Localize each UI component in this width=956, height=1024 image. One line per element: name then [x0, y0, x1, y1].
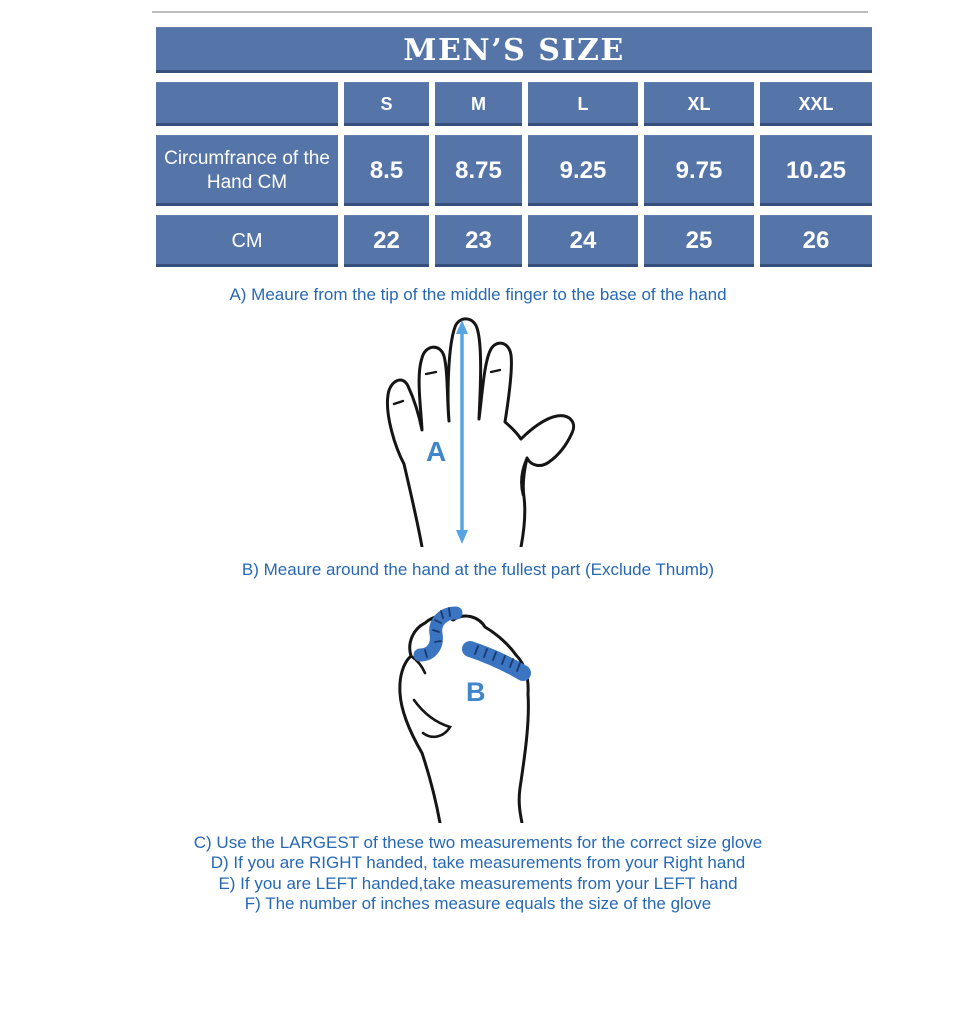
top-divider-line: [152, 11, 868, 13]
size-header-m: M: [435, 82, 522, 126]
cm-value-xxl: 26: [760, 215, 872, 267]
circumference-value-xl: 9.75: [644, 135, 754, 206]
label-a: A: [426, 436, 447, 467]
instruction-e: E) If you are LEFT handed,take measurements from your LEFT hand: [218, 873, 738, 893]
row-label-cm: CM: [156, 215, 338, 267]
cm-value-xl: 25: [644, 215, 754, 267]
table-corner-blank: [156, 82, 338, 126]
fist-illustration: [394, 601, 544, 823]
circumference-value-l: 9.25: [528, 135, 638, 206]
instruction-list: [0, 833, 956, 915]
cm-value-l: 24: [528, 215, 638, 267]
circumference-value-xxl: 10.25: [760, 135, 872, 206]
circumference-value-s: 8.5: [344, 135, 429, 206]
mens-size-table: [156, 27, 872, 267]
label-b: B: [466, 677, 486, 707]
circumference-value-m: 8.75: [435, 135, 522, 206]
instruction-a: A) Meaure from the tip of the middle finger to the base of the hand: [229, 285, 727, 304]
size-header-s: S: [344, 82, 429, 126]
instruction-f: F) The number of inches measure equals the size of the glove: [244, 894, 712, 914]
table-title: MEN’S SIZE: [156, 27, 872, 73]
open-hand-illustration: [378, 314, 583, 547]
instruction-c: C) Use the LARGEST of these two measurements for the correct size glove: [193, 833, 763, 852]
row-label-circumference: Circumfrance of the Hand CM: [156, 135, 338, 206]
size-header-xl: XL: [644, 82, 754, 126]
size-header-xxl: XXL: [760, 82, 872, 126]
hand-outline-icon: [387, 319, 573, 547]
instruction-d: D) If you are RIGHT handed, take measurements from your Right hand: [210, 853, 746, 873]
cm-value-s: 22: [344, 215, 429, 267]
size-header-l: L: [528, 82, 638, 126]
instruction-b: B) Meaure around the hand at the fullest part (Exclude Thumb): [241, 560, 715, 579]
cm-value-m: 23: [435, 215, 522, 267]
